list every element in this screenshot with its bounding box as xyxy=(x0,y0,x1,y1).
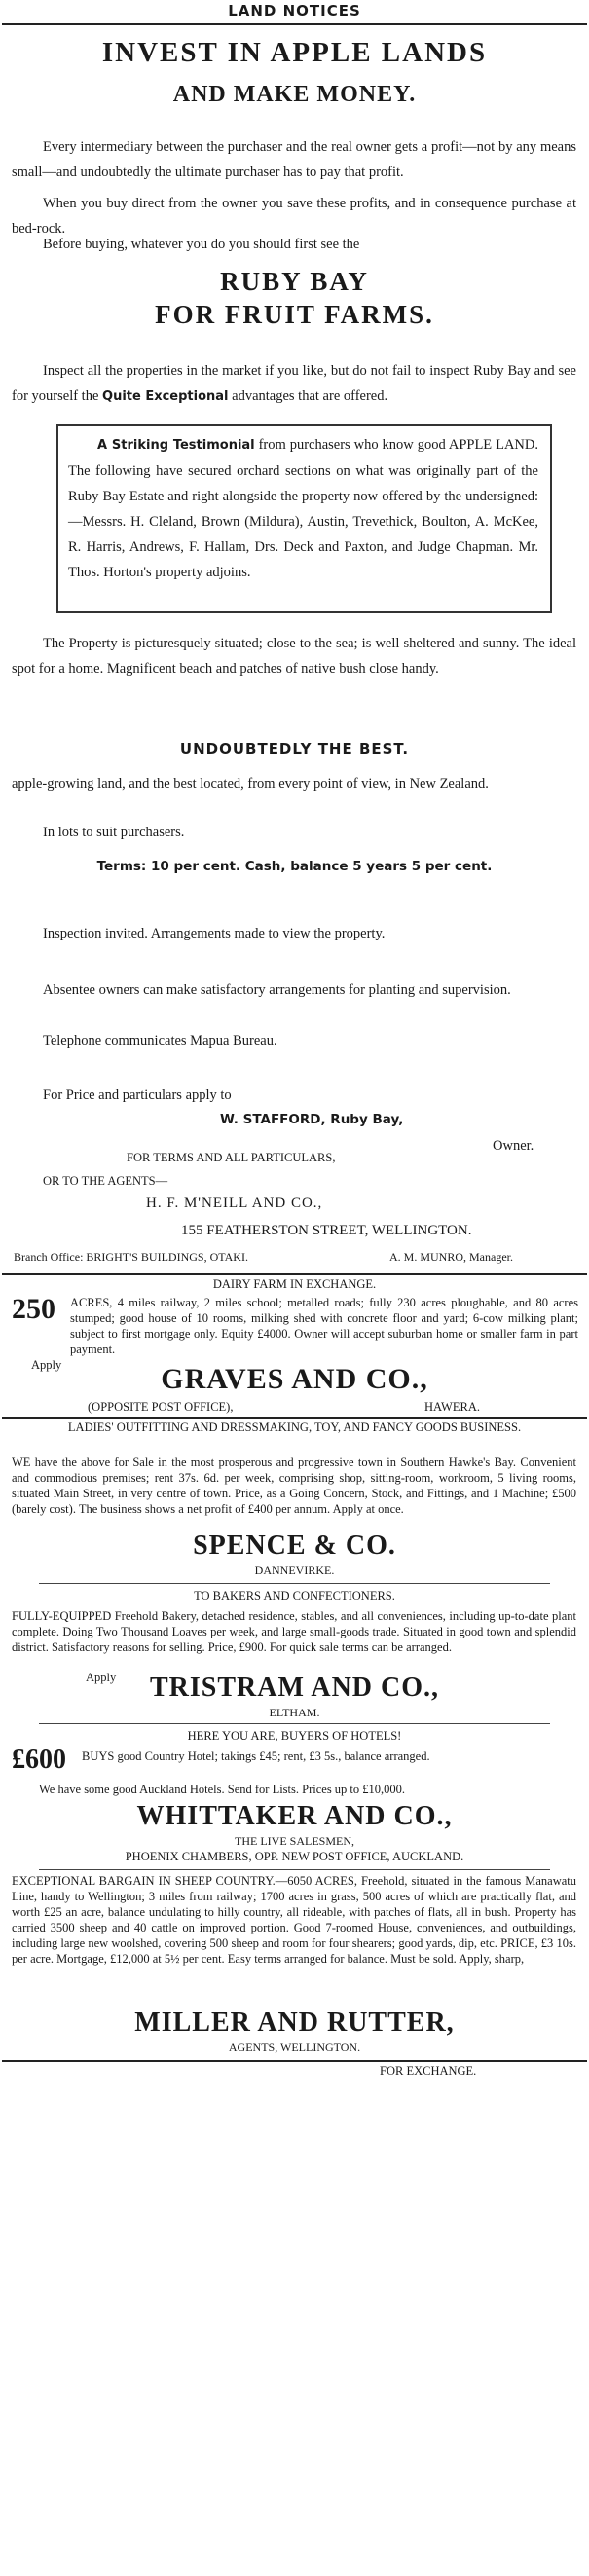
ad-title: INVEST IN APPLE LANDS xyxy=(101,37,488,68)
emphasis: Quite Exceptional xyxy=(102,389,229,404)
divider xyxy=(39,1723,550,1724)
agent-name: H. F. M'NEILL AND CO., xyxy=(146,1196,323,1211)
firm-town: DANNEVIRKE. xyxy=(254,1564,335,1577)
paragraph: In lots to suit purchasers. xyxy=(43,825,185,840)
testimonial-text xyxy=(68,432,538,585)
paragraph: apple-growing land, and the best located, from every point of view, in New Zealand. xyxy=(12,776,489,791)
ad-body: ACRES, 4 miles railway, 2 miles school; metalled roads; fully 230 acres ploughable, and 80 acres stumped; good house of 10 rooms, milking shed with concrete floor and yard; 6-cow milking plant; subject to first mortgage only. Equity £4000. Owner will accept suburban home or smaller farm in part payment. xyxy=(70,1296,578,1356)
divider xyxy=(39,1583,550,1584)
owner-name: W. STAFFORD, Ruby Bay, xyxy=(220,1112,404,1127)
terms: Terms: 10 per cent. Cash, balance 5 years 5 per cent. xyxy=(96,859,493,874)
firm-address: PHOENIX CHAMBERS, OPP. NEW POST OFFICE, AUCKLAND. xyxy=(125,1850,464,1863)
next-ad-heading: FOR EXCHANGE. xyxy=(380,2064,477,2078)
ad-body: WE have the above for Sale in the most prosperous and progressive town in Southern Hawke's Bay. Convenient and commodious premises; rent 37s. 6d. per week, comprising shop, sitting-room, workroom, 5 living rooms, situated Main Street, in very centre of town. Price, as a Going Concern, Stock, and Fittings, and 1 Machine; £500 (barely cost). The business shows a net profit of £400 per annum. Apply at once. xyxy=(12,1455,576,1516)
divider xyxy=(2,1273,587,1275)
divider xyxy=(39,1869,550,1870)
paragraph: Every intermediary between the purchaser and the real owner gets a profit—not by any means small—and undoubtedly the ultimate purchaser has to pay that profit. xyxy=(12,139,576,180)
firm-name: TRISTRAM AND CO., xyxy=(149,1673,440,1703)
firm-town: HAWERA. xyxy=(424,1400,480,1414)
ad-subtitle: AND MAKE MONEY. xyxy=(172,82,417,107)
firm-name: WHITTAKER AND CO., xyxy=(136,1801,453,1831)
text: Inspect all the properties in the market if you like, but do not fail to inspect Ruby Bay and see for yourself the xyxy=(12,363,576,404)
branch-office: Branch Office: BRIGHT'S BUILDINGS, OTAKI. xyxy=(14,1250,248,1264)
ad-body: EXCEPTIONAL BARGAIN IN SHEEP COUNTRY.—6050 ACRES, Freehold, situated in the famous Manawatu Line, handy to Wellington; 3 miles from railway; 1700 acres in grass, 500 acres of which are practically flat, and worth £25 an acre, balance undulating to hilly country, all rideable, with patches of flats, all in bush. Property has carried 3500 sheep and 40 cattle on improved portion. Good 7-roomed House, conveniences, and outbuildings, including large new woolshed, covering 500 sheep and room for four shearers; good yards, dip, etc. PRICE, £3 10s. per acre. Mortgage, £12,000 at 5½ per cent. Easy terms arranged for balance. Must be sold. Apply, sharp, xyxy=(12,1874,576,1966)
paragraph: The Property is picturesquely situated; close to the sea; is well sheltered and sunny. The ideal spot for a home. Magnificent beach and patches of native bush close handy. xyxy=(12,636,576,677)
owner-label: Owner. xyxy=(493,1138,534,1154)
paragraph: Before buying, whatever you do you should first see the xyxy=(43,237,360,252)
paragraph: Absentee owners can make satisfactory arrangements for planting and supervision. xyxy=(43,982,511,998)
apply-label: Apply xyxy=(31,1358,62,1372)
manager: A. M. MUNRO, Manager. xyxy=(389,1250,513,1264)
ruby-bay-heading: RUBY BAY xyxy=(220,267,369,296)
agents-label: OR TO THE AGENTS— xyxy=(43,1174,168,1188)
firm-agents: AGENTS, WELLINGTON. xyxy=(228,2041,361,2054)
fruit-farms-heading: FOR FRUIT FARMS. xyxy=(155,300,434,329)
testimonial-box xyxy=(56,424,552,613)
firm-name: GRAVES AND CO., xyxy=(161,1363,428,1395)
firm-location: (OPPOSITE POST OFFICE), xyxy=(88,1400,234,1414)
ad-body: We have some good Auckland Hotels. Send for Lists. Prices up to £10,000. xyxy=(39,1783,406,1796)
ad-heading: TO BAKERS AND CONFECTIONERS. xyxy=(194,1589,395,1602)
price-number: £600 xyxy=(12,1745,66,1775)
firm-name: SPENCE & CO. xyxy=(193,1530,396,1561)
firm-town: ELTHAM. xyxy=(269,1706,320,1719)
firm-tagline: THE LIVE SALESMEN, xyxy=(235,1834,354,1848)
paragraph: When you buy direct from the owner you save these profits, and in consequence purchase at bed-rock. xyxy=(12,196,576,237)
ad-body: BUYS good Country Hotel; takings £45; rent, £3 5s., balance arranged. xyxy=(82,1749,430,1763)
ad-heading: HERE YOU ARE, BUYERS OF HOTELS! xyxy=(187,1729,402,1743)
apply-label: Apply xyxy=(86,1671,117,1684)
agent-address: 155 FEATHERSTON STREET, WELLINGTON. xyxy=(181,1223,472,1238)
acreage-number: 250 xyxy=(12,1293,55,1325)
text: from purchasers who know good APPLE LAND. The following have secured orchard sections on what was originally part of the Ruby Bay Estate and right alongside the property now offered by the undersigned:—Messrs. H. Cleland, Brown (Mildura), Austin, Trevethick, Boulton, A. McKee, R. Harris, Andrews, F. Hallam, Drs. Deck and Paxton, and Judge Chapman. Mr. Thos. Horton's property adjoins. xyxy=(68,437,538,580)
ad-body: FULLY-EQUIPPED Freehold Bakery, detached residence, stables, and all conveniences, including up-to-date plant complete. Doing Two Thousand Loaves per week, and large small-goods trade. Situated in good town and splendid district. Satisfactory reasons for selling. Price, £900. For quick sale terms can be arranged. xyxy=(12,1609,576,1654)
divider xyxy=(2,23,587,25)
terms-label: FOR TERMS AND ALL PARTICULARS, xyxy=(127,1151,336,1164)
testimonial-lead: A Striking Testimonial xyxy=(97,438,255,453)
best-heading: UNDOUBTEDLY THE BEST. xyxy=(179,740,410,757)
section-header: LAND NOTICES xyxy=(228,2,361,19)
ad-heading: LADIES' OUTFITTING AND DRESSMAKING, TOY, AND FANCY GOODS BUSINESS. xyxy=(67,1420,522,1434)
divider xyxy=(2,2060,587,2062)
paragraph: Telephone communicates Mapua Bureau. xyxy=(43,1033,277,1049)
paragraph: Inspection invited. Arrangements made to view the property. xyxy=(43,926,386,941)
firm-name: MILLER AND RUTTER, xyxy=(134,2007,455,2038)
paragraph xyxy=(12,358,576,410)
ad-heading: DAIRY FARM IN EXCHANGE. xyxy=(212,1277,377,1291)
paragraph: For Price and particulars apply to xyxy=(43,1087,232,1103)
text: advantages that are offered. xyxy=(232,388,388,404)
